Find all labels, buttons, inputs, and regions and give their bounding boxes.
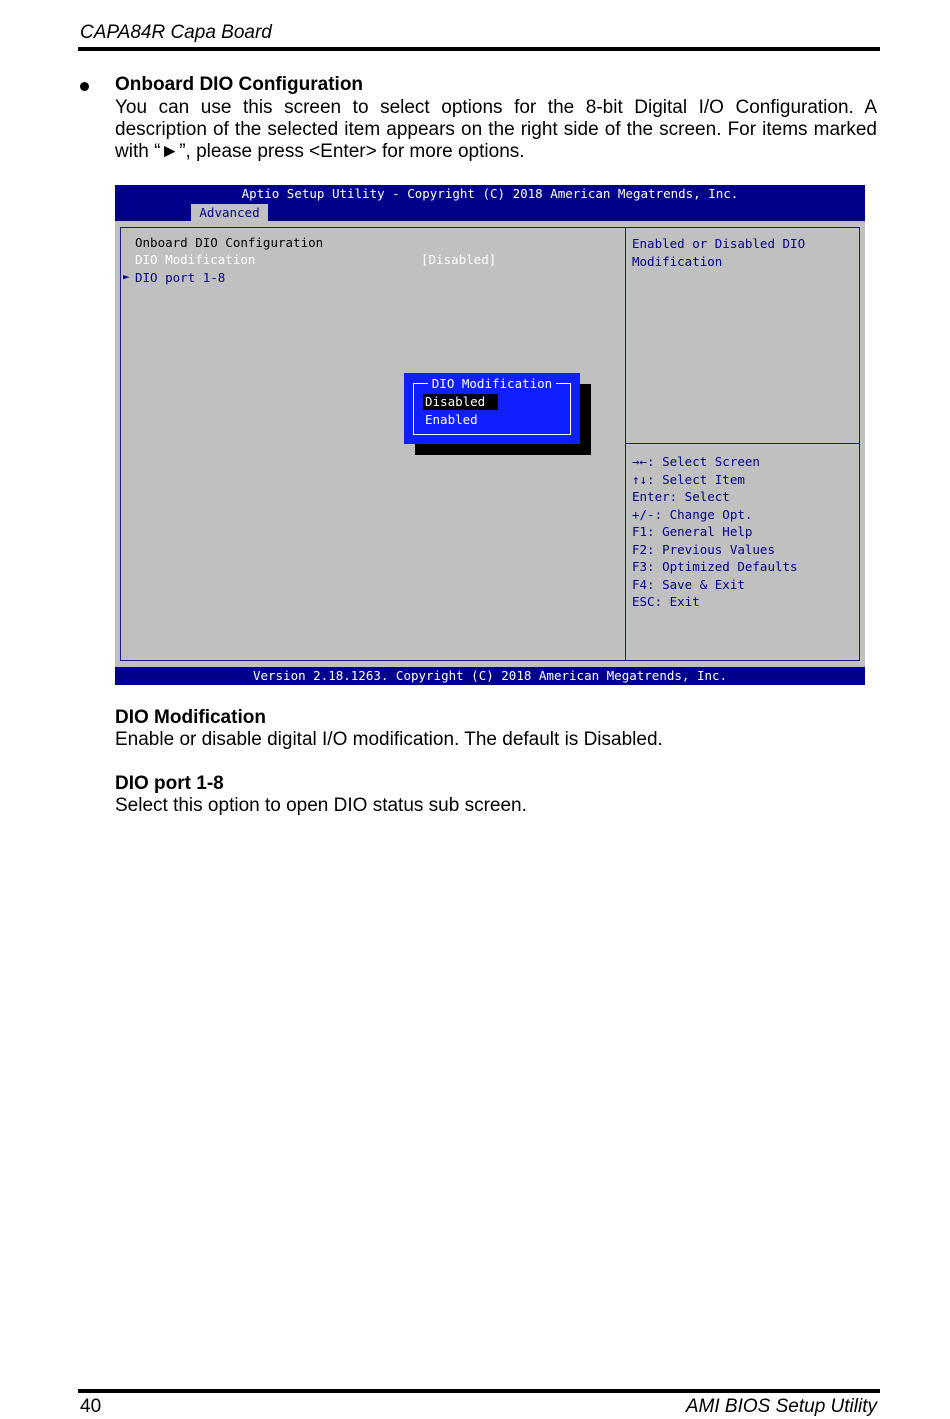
bios-title: Aptio Setup Utility - Copyright (C) 2018 American Megatrends, Inc. — [241, 186, 739, 201]
description-title: DIO Modification — [115, 707, 266, 728]
help-text: Enabled or Disabled DIO Modification — [632, 236, 806, 269]
bios-version-bar — [115, 667, 865, 685]
key-legend-item: F1: General Help — [632, 524, 753, 539]
bios-version: Version 2.18.1263. Copyright (C) 2018 American Megatrends, Inc. — [252, 668, 728, 683]
bios-screenshot — [115, 185, 865, 685]
section-title: Onboard DIO Configuration — [115, 74, 364, 95]
section-description: You can use this screen to select options for the 8-bit Digital I/O Configuration. A description of the selected item appears on the right side of the screen. For items marked with “►”, please press <Enter> for more options. — [115, 97, 877, 162]
description-title: DIO port 1-8 — [115, 773, 224, 794]
key-legend-item: F4: Save & Exit — [632, 576, 745, 592]
key-legend-item: +/-: Change Opt. — [632, 506, 753, 522]
menu-item-dio-port[interactable]: DIO port 1-8 — [135, 270, 226, 285]
key-legend — [632, 453, 798, 611]
page-number: 40 — [80, 1396, 102, 1417]
description-text: Select this option to open DIO status sub screen. — [115, 795, 527, 816]
header-rule — [78, 47, 880, 51]
key-legend-item: F3: Optimized Defaults — [632, 559, 798, 574]
key-legend-item: →←: Select Screen — [632, 454, 760, 469]
dio-modification-value[interactable]: [Disabled] — [421, 252, 497, 267]
key-legend-item: F2: Previous Values — [632, 541, 775, 557]
key-legend-item: ↑↓: Select Item — [632, 471, 745, 487]
popup-option-disabled[interactable]: Disabled — [423, 394, 498, 410]
dio-modification-popup — [404, 373, 580, 444]
popup-title: DIO Modification — [428, 376, 556, 391]
key-legend-item: ESC: Exit — [632, 594, 700, 609]
submenu-arrow-icon: ► — [123, 270, 130, 283]
bios-title-bar — [115, 185, 865, 221]
bullet-icon — [80, 82, 89, 91]
bios-column-divider — [625, 227, 626, 661]
page-header-title: CAPA84R Capa Board — [80, 22, 272, 43]
footer-rule — [78, 1389, 880, 1393]
menu-item-dio-modification[interactable]: DIO Modification — [135, 252, 256, 267]
popup-option-enabled[interactable]: Enabled — [425, 412, 478, 427]
description-text: Enable or disable digital I/O modification. The default is Disabled. — [115, 729, 663, 750]
menu-heading: Onboard DIO Configuration — [135, 235, 324, 250]
bios-help-divider — [625, 443, 860, 444]
footer-title: AMI BIOS Setup Utility — [685, 1396, 877, 1417]
key-legend-item: Enter: Select — [632, 489, 730, 504]
tab-advanced[interactable]: Advanced — [191, 204, 268, 221]
